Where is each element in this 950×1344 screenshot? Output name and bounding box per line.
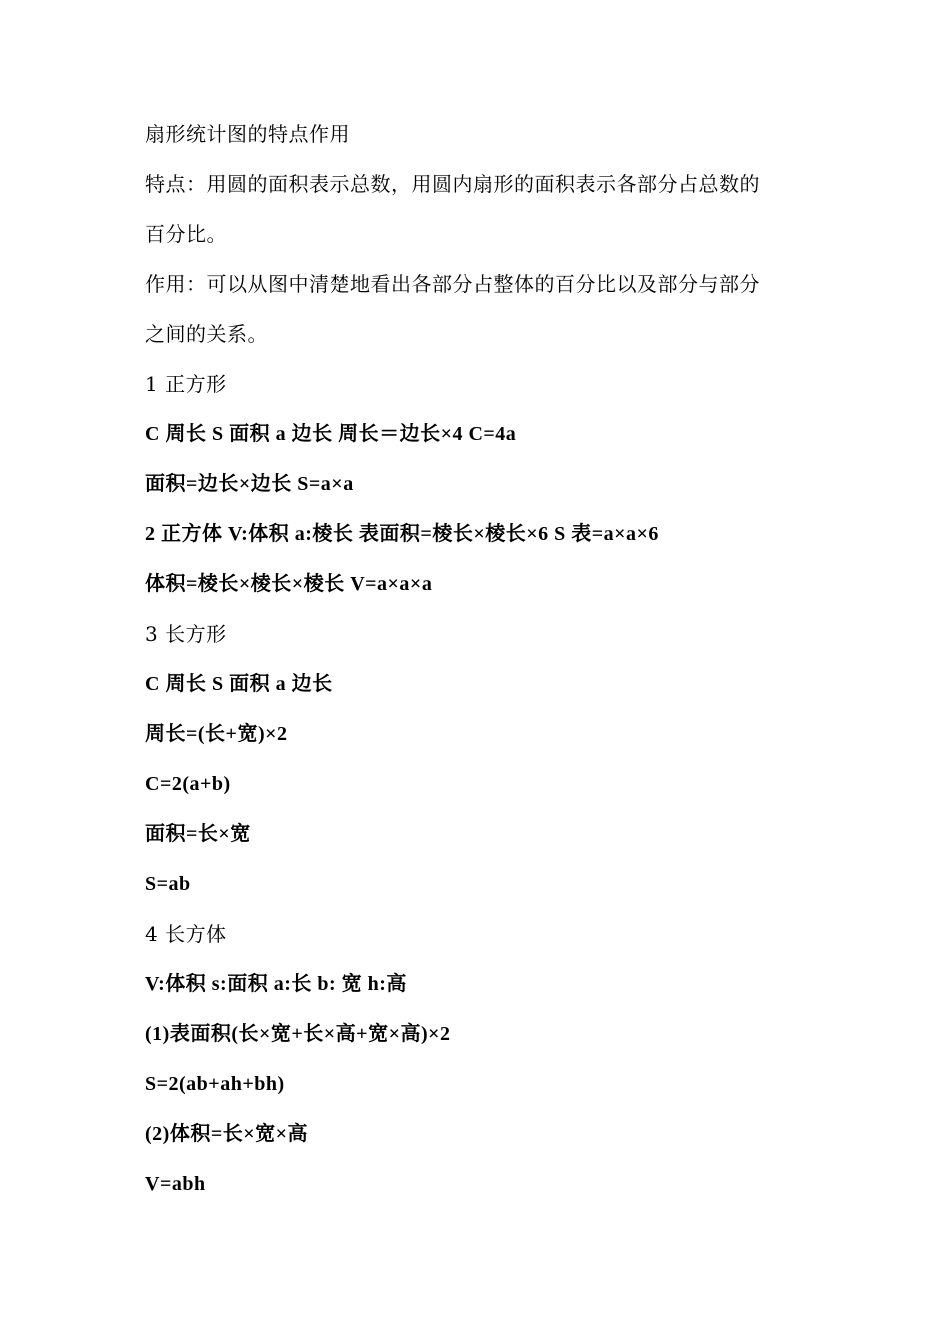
formula-line: 面积=边长×边长 S=a×a bbox=[145, 473, 354, 495]
heading-square: 1 正方形 bbox=[145, 372, 227, 396]
text-line: 作用：可以从图中清楚地看出各部分占整体的百分比以及部分与部分 bbox=[145, 272, 760, 296]
formula-line: S=2(ab+ah+bh) bbox=[145, 1073, 285, 1095]
text-line: 百分比。 bbox=[145, 222, 227, 246]
formula-line: 周长=(长+宽)×2 bbox=[145, 723, 288, 745]
formula-line: 面积=长×宽 bbox=[145, 823, 251, 845]
formula-line: S=ab bbox=[145, 873, 191, 895]
formula-line: V=abh bbox=[145, 1173, 206, 1195]
formula-line: 2 正方体 V:体积 a:棱长 表面积=棱长×棱长×6 S 表=a×a×6 bbox=[145, 523, 659, 545]
formula-line: 体积=棱长×棱长×棱长 V=a×a×a bbox=[145, 573, 433, 595]
text-line: 之间的关系。 bbox=[145, 322, 268, 346]
section-title: 扇形统计图的特点作用 bbox=[145, 122, 350, 146]
text-line: 特点：用圆的面积表示总数，用圆内扇形的面积表示各部分占总数的 bbox=[145, 172, 760, 196]
formula-line: (2)体积=长×宽×高 bbox=[145, 1123, 309, 1145]
heading-cuboid: 4 长方体 bbox=[145, 922, 227, 946]
formula-line: (1)表面积(长×宽+长×高+宽×高)×2 bbox=[145, 1023, 451, 1045]
formula-line: C=2(a+b) bbox=[145, 773, 231, 795]
formula-line: V:体积 s:面积 a:长 b: 宽 h:高 bbox=[145, 973, 407, 995]
formula-line: C 周长 S 面积 a 边长 bbox=[145, 673, 333, 695]
heading-rectangle: 3 长方形 bbox=[145, 622, 227, 646]
document-body bbox=[145, 119, 825, 1219]
formula-line: C 周长 S 面积 a 边长 周长＝边长×4 C=4a bbox=[145, 423, 517, 445]
